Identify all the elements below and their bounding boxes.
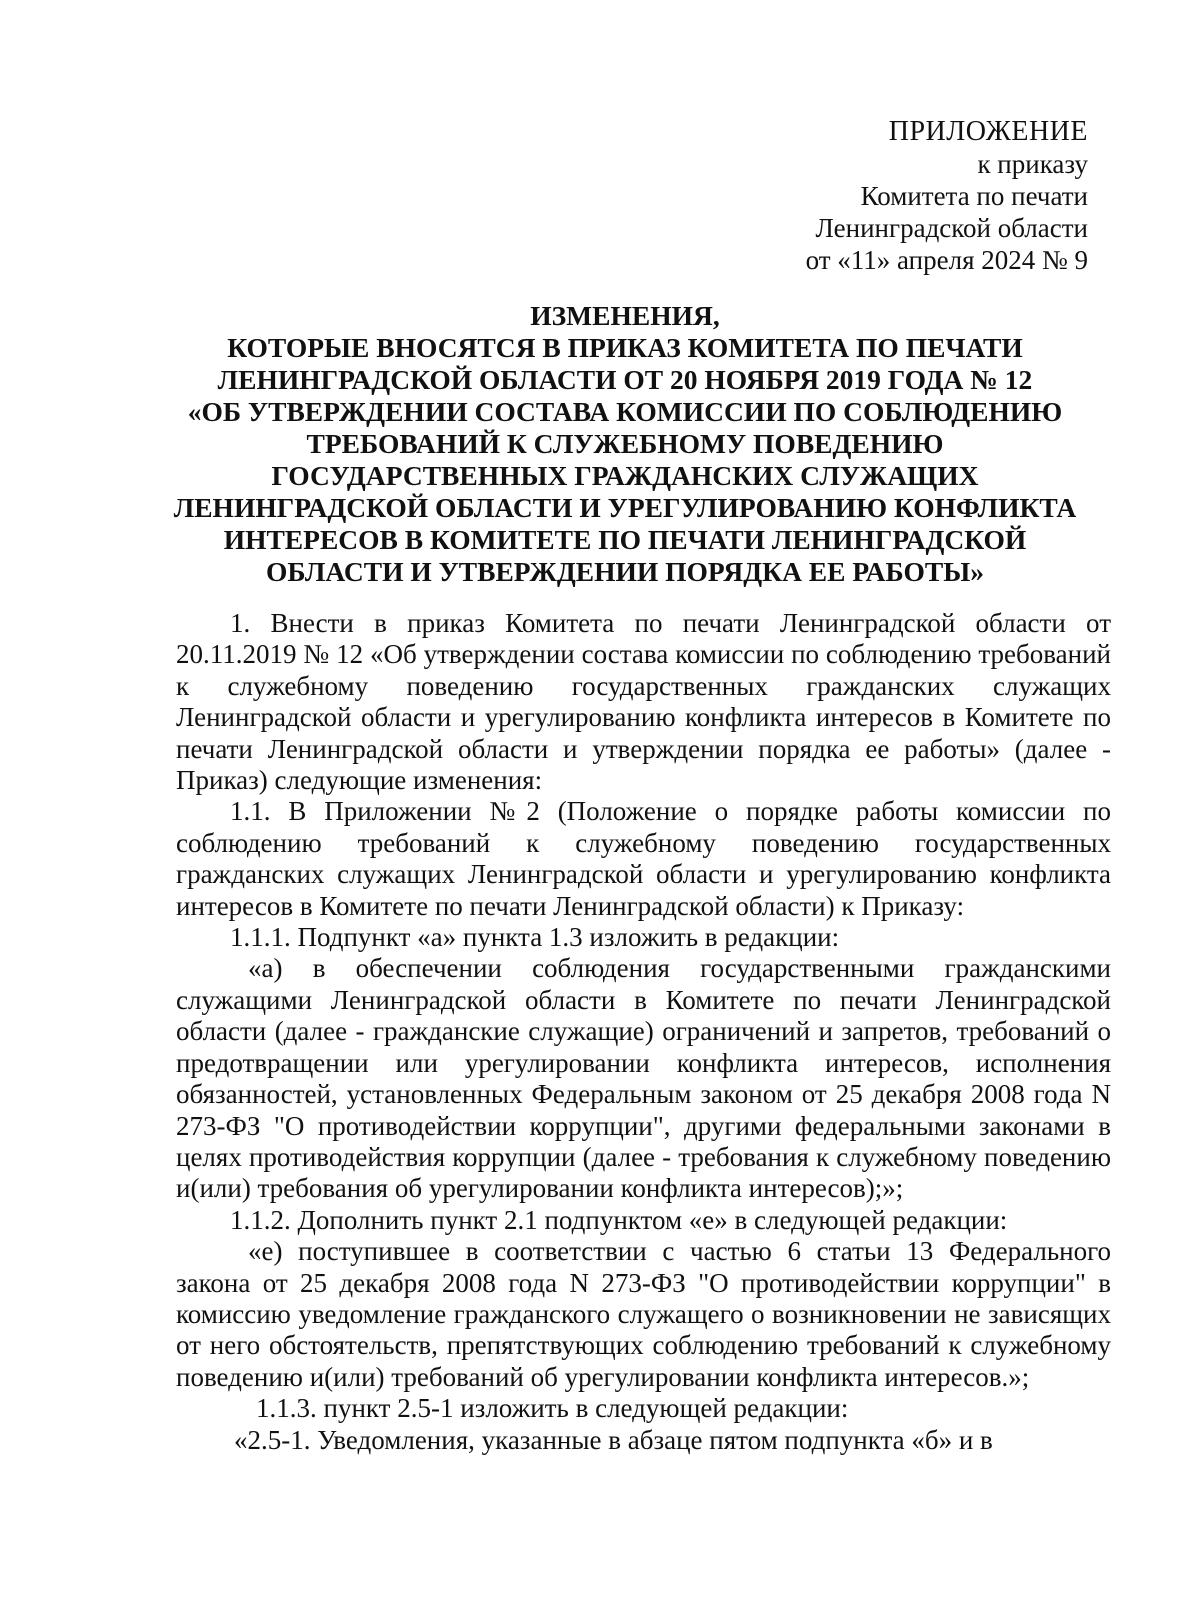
quote-subparagraph-a: «а) в обеспечении соблюдения государственными гражданскими служащими Ленинградской области в Комитете по печати Ленинградской области (далее - гражданские служащие) ограничений и запретов, требований о предотвращении или урегулировании конфликта интересов, исполнения обязанностей, установленных Федеральным законом от 25 декабря 2008 года N 273-ФЗ "О противодействии коррупции", другими федеральными законами в целях противодействия коррупции (далее - требования к служебному поведению и(или) требования об урегулировании конфликта интересов);»;: [176, 953, 1111, 1204]
title-line: ЛЕНИНГРАДСКОЙ ОБЛАСТИ И УРЕГУЛИРОВАНИЮ КОНФЛИКТА: [173, 492, 1077, 523]
appendix-line: Ленинградской области: [815, 213, 1088, 243]
title-line: ТРЕБОВАНИЙ К СЛУЖЕБНОМУ ПОВЕДЕНИЮ: [306, 428, 944, 459]
appendix-heading: ПРИЛОЖЕНИЕ: [888, 116, 1088, 147]
appendix-block: [806, 116, 1088, 276]
document-title: [150, 300, 1100, 588]
paragraph-1-1-3: 1.1.3. пункт 2.5-1 изложить в следующей редакции:: [256, 1393, 849, 1424]
quote-subparagraph-e: «е) поступившее в соответствии с частью 6 статьи 13 Федерального закона от 25 декабря 2008 года N 273-ФЗ "О противодействии коррупции" в комиссию уведомление гражданского служащего о возникновении не зависящих от него обстоятельств, препятствующих соблюдению требований к служебному поведению и(или) требований об урегулировании конфликта интересов.»;: [176, 1236, 1111, 1392]
title-line: ОБЛАСТИ И УТВЕРЖДЕНИИ ПОРЯДКА ЕЕ РАБОТЫ»: [266, 556, 984, 587]
title-line: ИЗМЕНЕНИЯ,: [530, 300, 720, 331]
paragraph-1-1-2: 1.1.2. Дополнить пункт 2.1 подпунктом «е» в следующей редакции:: [230, 1204, 1008, 1235]
title-line: ИНТЕРЕСОВ В КОМИТЕТЕ ПО ПЕЧАТИ ЛЕНИНГРАДСКОЙ: [223, 524, 1027, 555]
title-line: КОТОРЫЕ ВНОСЯТСЯ В ПРИКАЗ КОМИТЕТА ПО ПЕЧАТИ: [227, 332, 1023, 363]
title-line: «ОБ УТВЕРЖДЕНИИ СОСТАВА КОМИССИИ ПО СОБЛЮДЕНИЮ: [187, 396, 1063, 427]
appendix-date-line: от «11» апреля 2024 № 9: [805, 245, 1088, 275]
paragraph-1-1-1: 1.1.1. Подпункт «а» пункта 1.3 изложить в редакции:: [230, 922, 840, 953]
quote-paragraph-2-5-1: «2.5-1. Уведомления, указанные в абзаце пятом подпункта «б» и в: [234, 1424, 993, 1455]
title-line: ЛЕНИНГРАДСКОЙ ОБЛАСТИ ОТ 20 НОЯБРЯ 2019 ГОДА № 12: [217, 364, 1033, 395]
document-body: [176, 608, 1111, 1456]
appendix-line: Комитета по печати: [860, 181, 1088, 211]
title-line: ГОСУДАРСТВЕННЫХ ГРАЖДАНСКИХ СЛУЖАЩИХ: [271, 460, 979, 491]
paragraph-1-1: 1.1. В Приложении №2 (Положение о порядке работы комиссии по соблюдению требований к служебному поведению государственных гражданских служащих Ленинградской области и урегулированию конфликта интересов в Комитете по печати Ленинградской области) к Приказу:: [176, 796, 1111, 921]
appendix-line: к приказу: [977, 149, 1088, 179]
paragraph-1: 1. Внести в приказ Комитета по печати Ленинградской области от 20.11.2019 № 12 «Об утверждении состава комиссии по соблюдению требований к служебному поведению государственных гражданских служащих Ленинградской области и урегулированию конфликта интересов в Комитете по печати Ленинградской области и утверждении порядка ее работы» (далее - Приказ) следующие изменения:: [176, 608, 1111, 796]
